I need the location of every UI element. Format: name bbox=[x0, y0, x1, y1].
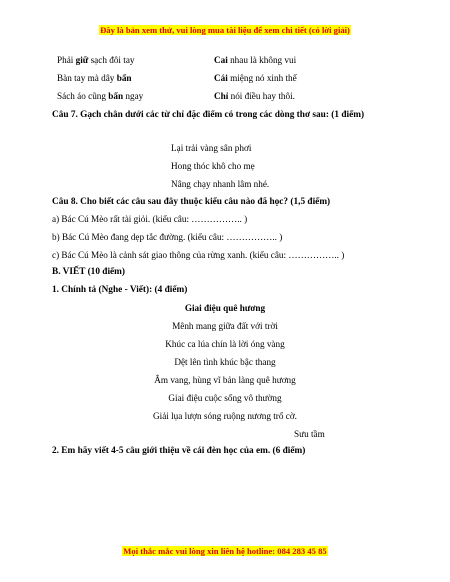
q8-item-a: a) Bác Cú Mèo rất tài giỏi. (kiểu câu: …………….. ) bbox=[52, 214, 248, 224]
poem-pair-right-1: Cai nhau là không vui bbox=[214, 55, 297, 65]
question-7-title: Câu 7. Gạch chân dưới các từ chỉ đặc điểm có trong các dòng thơ sau: (1 điểm) bbox=[52, 110, 365, 120]
poem-line-3: Dệt lên tình khúc bậc thang bbox=[174, 357, 276, 367]
hotline-notice-text: Mọi thắc mắc vui lòng xin liên hệ hotline: 084 283 45 85 bbox=[123, 546, 327, 556]
q8-item-b: b) Bác Cú Mèo đang dẹp tắc đường. (kiểu câu: …………….. ) bbox=[52, 232, 283, 242]
q7-line-1: Lại trải vàng sân phơi bbox=[171, 143, 252, 153]
poem-pair-left-3: Sách áo cũng bẩn ngay bbox=[57, 91, 144, 101]
hotline-notice-banner bbox=[0, 546, 450, 556]
question-dictation: 1. Chính tả (Nghe - Viết): (4 điểm) bbox=[52, 285, 188, 295]
q7-line-3: Nâng chạy nhanh lâm nhé. bbox=[171, 179, 270, 189]
question-write: 2. Em hãy viết 4-5 câu giới thiệu về cái đèn học của em. (6 điểm) bbox=[52, 446, 306, 456]
poem-line-4: Âm vang, hùng vĩ bản làng quê hương bbox=[154, 375, 296, 385]
q8-item-c: c) Bác Cú Mèo là cảnh sát giao thông của rừng xanh. (kiểu câu: …………….. ) bbox=[52, 250, 345, 260]
poem-title: Giai điệu quê hương bbox=[184, 303, 266, 313]
poem-pair-left-2: Bàn tay mà dây bẩn bbox=[57, 73, 132, 83]
preview-notice-text: Đây là bản xem thử, vui lòng mua tài liệu để xem chi tiết (có lời giải) bbox=[100, 25, 350, 35]
poem-pair-right-3: Chỉ nói điều hay thôi. bbox=[214, 91, 295, 101]
question-8-title: Câu 8. Cho biết các câu sau đây thuộc kiểu câu nào đã học? (1,5 điểm) bbox=[52, 197, 331, 207]
poem-pair-right-2: Cái miệng nó xinh thế bbox=[214, 73, 297, 83]
poem-line-2: Khúc ca lúa chín là lời óng vàng bbox=[165, 339, 285, 349]
poem-line-6: Giải lụa lượn sóng ruộng nương trổ cờ. bbox=[153, 411, 297, 421]
poem-pair-left-1: Phải giữ sạch đôi tay bbox=[57, 55, 135, 65]
preview-notice-banner bbox=[0, 25, 450, 35]
poem-source: Sưu tầm bbox=[294, 429, 325, 439]
poem-line-1: Mênh mang giữa đất với trời bbox=[172, 321, 278, 331]
poem-line-5: Giai điệu cuộc sống vô thường bbox=[168, 393, 282, 403]
q7-line-2: Hong thóc khô cho mẹ bbox=[171, 161, 255, 171]
section-b-heading: B. VIẾT (10 điểm) bbox=[52, 267, 126, 277]
